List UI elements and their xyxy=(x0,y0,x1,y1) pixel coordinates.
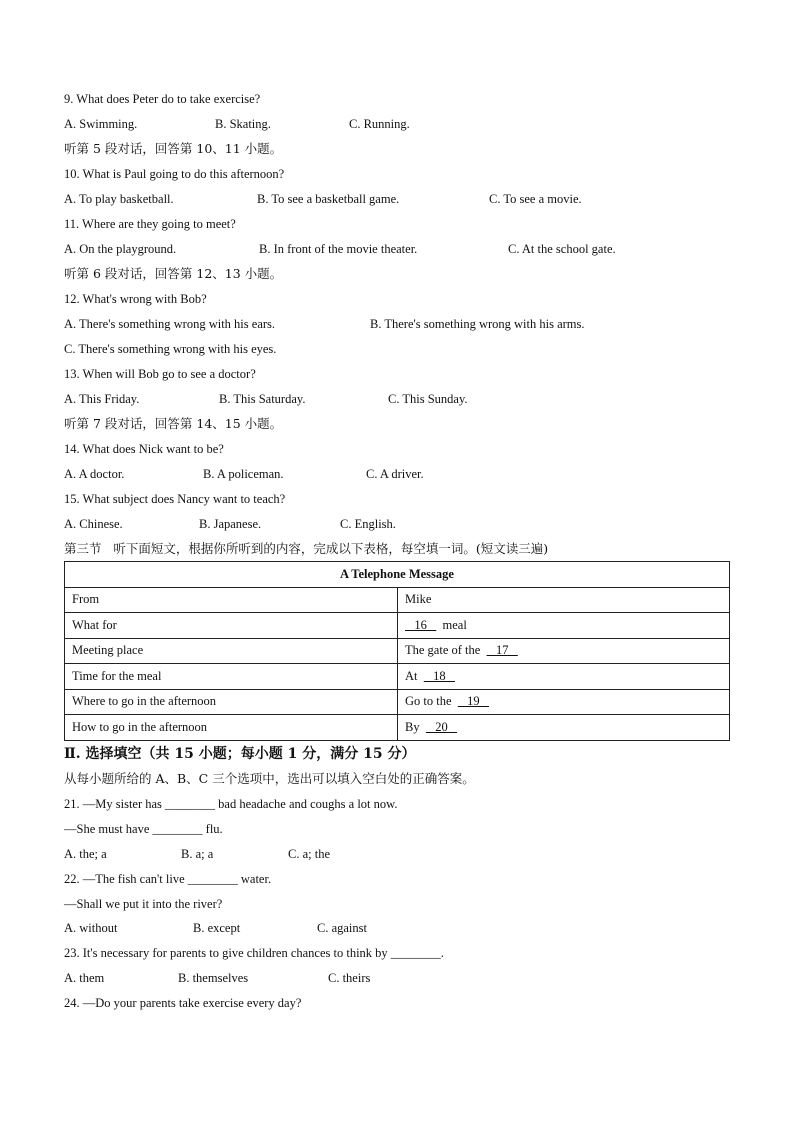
row-value xyxy=(398,689,730,715)
question-text: 15. What subject does Nancy want to teach? xyxy=(64,492,286,506)
option-c: C. At the school gate. xyxy=(508,242,616,256)
option-c: C. There's something wrong with his eyes. xyxy=(64,342,277,356)
question-response: —She must have ________ flu. xyxy=(64,822,223,836)
table-row xyxy=(65,613,730,639)
question-response: —Shall we put it into the river? xyxy=(64,897,223,911)
option-b: B. Skating. xyxy=(215,117,271,131)
part-2-title: Ⅱ. 选择填空（共 15 小题；每小题 1 分，满分 15 分） xyxy=(64,746,416,762)
answer-blank-17: 17 xyxy=(486,643,518,658)
value-prefix: By xyxy=(405,719,426,734)
option-b: B. a; a xyxy=(181,847,214,861)
option-c: C. against xyxy=(317,921,367,935)
option-b: B. except xyxy=(193,921,241,935)
option-b: B. themselves xyxy=(178,971,249,985)
option-b: B. There's something wrong with his arms. xyxy=(370,317,585,331)
row-value xyxy=(398,715,730,741)
option-b: B. Japanese. xyxy=(199,517,262,531)
part-3-instruction: 第三节 听下面短文，根据你所听到的内容，完成以下表格，每空填一词。(短文读三遍) xyxy=(64,541,549,556)
option-b: B. To see a basketball game. xyxy=(257,192,400,206)
option-c: C. Running. xyxy=(349,117,410,131)
telephone-message-table xyxy=(64,561,730,741)
row-value xyxy=(398,587,730,613)
question-text: 22. —The fish can't live ________ water. xyxy=(64,872,272,886)
option-c: C. theirs xyxy=(328,971,371,985)
row-label: How to go in the afternoon xyxy=(65,715,398,741)
table-row xyxy=(65,689,730,715)
question-text: 23. It's necessary for parents to give children chances to think by ________. xyxy=(64,946,444,960)
question-text: 12. What's wrong with Bob? xyxy=(64,292,207,306)
question-text: 21. —My sister has ________ bad headache and coughs a lot now. xyxy=(64,797,398,811)
option-c: C. A driver. xyxy=(366,467,424,481)
answer-blank-19: 19 xyxy=(457,694,490,709)
row-label: Time for the meal xyxy=(65,664,398,690)
option-a: A. Swimming. xyxy=(64,117,138,131)
option-a: A. Chinese. xyxy=(64,517,123,531)
option-a: A. There's something wrong with his ears. xyxy=(64,317,276,331)
option-a: A. A doctor. xyxy=(64,467,125,481)
value-prefix: Mike xyxy=(405,592,432,607)
section-7-instruction: 听第 7 段对话，回答第 14、15 小题。 xyxy=(64,416,283,431)
row-value xyxy=(398,638,730,664)
part-2-instruction: 从每小题所给的 A、B、C 三个选项中，选出可以填入空白处的正确答案。 xyxy=(64,771,475,786)
question-text: 11. Where are they going to meet? xyxy=(64,217,236,231)
option-a: A. the; a xyxy=(64,847,107,861)
option-b: B. In front of the movie theater. xyxy=(259,242,418,256)
answer-blank-16: 16 xyxy=(405,617,437,632)
option-a: A. On the playground. xyxy=(64,242,177,256)
value-suffix: meal xyxy=(436,617,467,632)
value-prefix: At xyxy=(405,668,424,683)
table-header-row xyxy=(65,562,730,588)
question-text: 9. What does Peter do to take exercise? xyxy=(64,92,261,106)
row-value xyxy=(398,613,730,639)
section-5-instruction: 听第 5 段对话，回答第 10、11 小题。 xyxy=(64,141,283,156)
option-c: C. To see a movie. xyxy=(489,192,582,206)
option-b: B. A policeman. xyxy=(203,467,284,481)
section-6-instruction: 听第 6 段对话，回答第 12、13 小题。 xyxy=(64,266,283,281)
question-text: 10. What is Paul going to do this afternoon? xyxy=(64,167,285,181)
value-prefix: The gate of the xyxy=(405,643,487,658)
table-row xyxy=(65,587,730,613)
answer-blank-18: 18 xyxy=(423,668,455,683)
option-c: C. This Sunday. xyxy=(388,392,468,406)
row-label: Where to go in the afternoon xyxy=(65,689,398,715)
question-text: 24. —Do your parents take exercise every day? xyxy=(64,996,302,1010)
table-row xyxy=(65,664,730,690)
row-label: What for xyxy=(65,613,398,639)
option-a: A. without xyxy=(64,921,118,935)
option-a: A. This Friday. xyxy=(64,392,140,406)
option-a: A. them xyxy=(64,971,105,985)
option-c: C. a; the xyxy=(288,847,331,861)
row-label: From xyxy=(65,587,398,613)
value-prefix: Go to the xyxy=(405,694,458,709)
table-row xyxy=(65,715,730,741)
answer-blank-20: 20 xyxy=(425,719,458,734)
row-label: Meeting place xyxy=(65,638,398,664)
option-c: C. English. xyxy=(340,517,396,531)
option-a: A. To play basketball. xyxy=(64,192,174,206)
option-b: B. This Saturday. xyxy=(219,392,306,406)
question-text: 13. When will Bob go to see a doctor? xyxy=(64,367,256,381)
table-title: A Telephone Message xyxy=(65,562,730,588)
table-row xyxy=(65,638,730,664)
question-text: 14. What does Nick want to be? xyxy=(64,442,224,456)
row-value xyxy=(398,664,730,690)
